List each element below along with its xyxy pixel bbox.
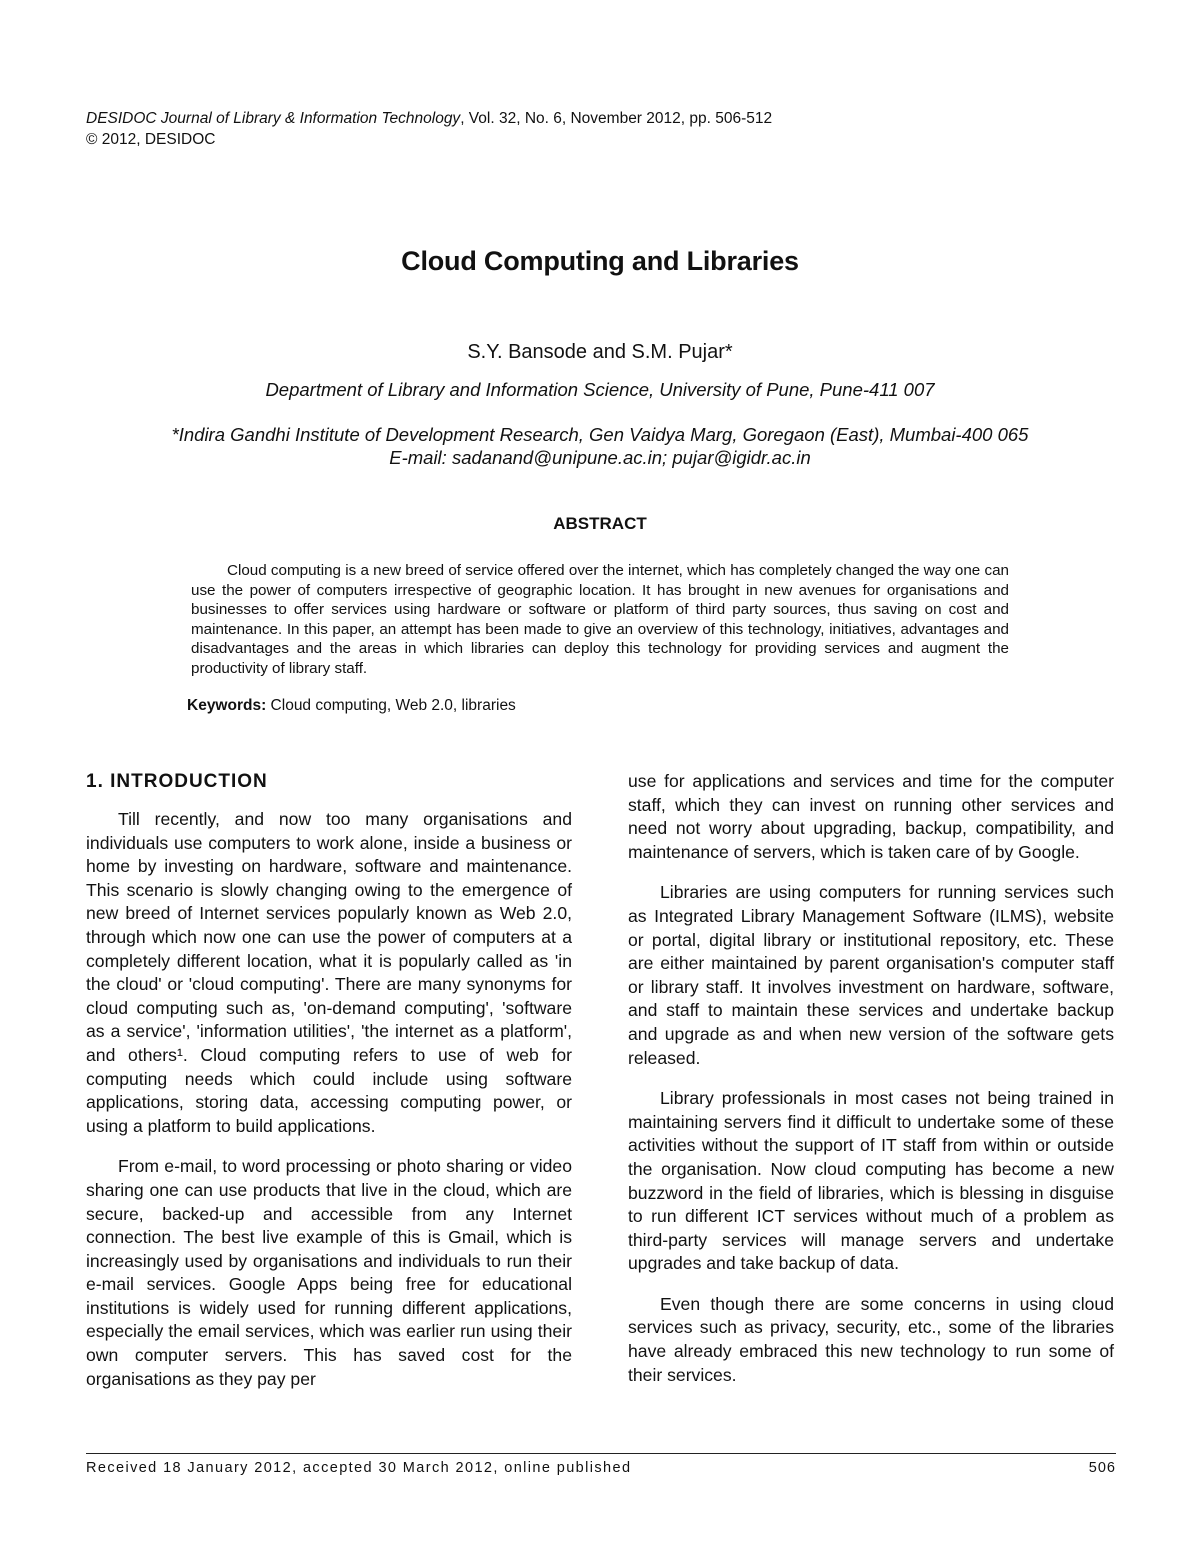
body-paragraph-continued: use for applications and services and time for the computer staff, which they can invest on running other services and need not worry about upgrading, backup, compatibility, and maintenance of servers, which is taken care of by Google.: [628, 771, 1114, 862]
footer-divider: [86, 1453, 1116, 1454]
body-paragraph: Libraries are using computers for running services such as Integrated Library Management Software (ILMS), website or portal, digital library or institutional repository, etc. These are either maintained by parent organisation's computer staff or library staff. It involves investment on hardware, software, and staff to maintain these services and undertake backup and upgrade as and when new version of the software gets released.: [628, 882, 1114, 1068]
page-number: 506: [1088, 1460, 1116, 1476]
footer-received-note: Received 18 January 2012, accepted 30 March 2012, online published: [86, 1460, 632, 1476]
abstract-text: Cloud computing is a new breed of service offered over the internet, which has completely changed the way one can use the power of computers irrespective of geographic location. It has brought in new avenues for organisations and businesses to offer services using hardware or software or platform of third party sources, thus saving on cost and maintenance. In this paper, an attempt has been made to give an overview of this technology, initiatives, advantages and disadvantages and the areas in which libraries can deploy this technology for providing services and augment the productivity of library staff.: [191, 562, 1009, 677]
citation-line: [86, 108, 772, 129]
keywords-label: Keywords:: [187, 697, 267, 714]
body-paragraph: Library professionals in most cases not being trained in maintaining servers find it difficult to undertake some of these activities without the support of IT staff from within or outside the organisation. Now cloud computing has become a new buzzword in the field of libraries, which is blessing in disguise to run different ICT services without much of a problem as third-party services will manage servers and undertake upgrades and take backup of data.: [628, 1088, 1114, 1274]
journal-citation: [86, 108, 772, 150]
body-paragraph: Till recently, and now too many organisations and individuals use computers to work alone, inside a business or home by investing on hardware, software and maintenance. This scenario is slowly changing owing to the emergence of new breed of Internet services popularly known as Web 2.0, through which now one can use the power of computers at a completely different location, what it is popularly called as 'in the cloud' or 'cloud computing'. There are many synonyms for cloud computing such as, 'on-demand computing', 'software as a service', 'information utilities', 'the internet as a platform', and others¹. Cloud computing refers to use of web for computing needs which could include using software applications, storing data, accessing computing power, or using a platform to build applications.: [86, 809, 572, 1136]
affiliation-secondary: *Indira Gandhi Institute of Development Research, Gen Vaidya Marg, Goregaon (East), Mumbai-400 065: [171, 424, 1029, 445]
body-paragraph: From e-mail, to word processing or photo sharing or video sharing one can use products that live in the cloud, which are secure, backed-up and accessible from any Internet connection. The best live example of this is Gmail, which is increasingly used by organisations and individuals to run their e-mail services. Google Apps being free for educational institutions is widely used for running different applications, especially the email services, which was earlier run using their own computer servers. This has saved cost for the organisations as they pay per: [86, 1156, 572, 1389]
right-column: [628, 770, 1114, 1404]
body-paragraph: Even though there are some concerns in using cloud services such as privacy, security, etc., some of the libraries have already embraced this new technology to run some of their services.: [628, 1293, 1114, 1385]
author-email: E-mail: sadanand@unipune.ac.in; pujar@igidr.ac.in: [389, 447, 811, 468]
article-authors: S.Y. Bansode and S.M. Pujar*: [467, 341, 733, 363]
journal-title: DESIDOC Journal of Library & Information Technology: [86, 110, 461, 127]
left-column: [86, 770, 572, 1408]
copyright-notice: © 2012, DESIDOC: [86, 131, 216, 148]
citation-details: , Vol. 32, No. 6, November 2012, pp. 506-512: [460, 110, 773, 127]
keywords-line: [187, 697, 516, 715]
article-title: Cloud Computing and Libraries: [401, 246, 799, 276]
affiliation-primary: Department of Library and Information Science, University of Pune, Pune-411 007: [265, 379, 935, 400]
affiliation-secondary-block: [0, 423, 1200, 469]
section-heading-introduction: 1. INTRODUCTION: [86, 771, 268, 792]
keywords-value: Cloud computing, Web 2.0, libraries: [266, 697, 516, 714]
abstract-heading: ABSTRACT: [553, 514, 647, 533]
